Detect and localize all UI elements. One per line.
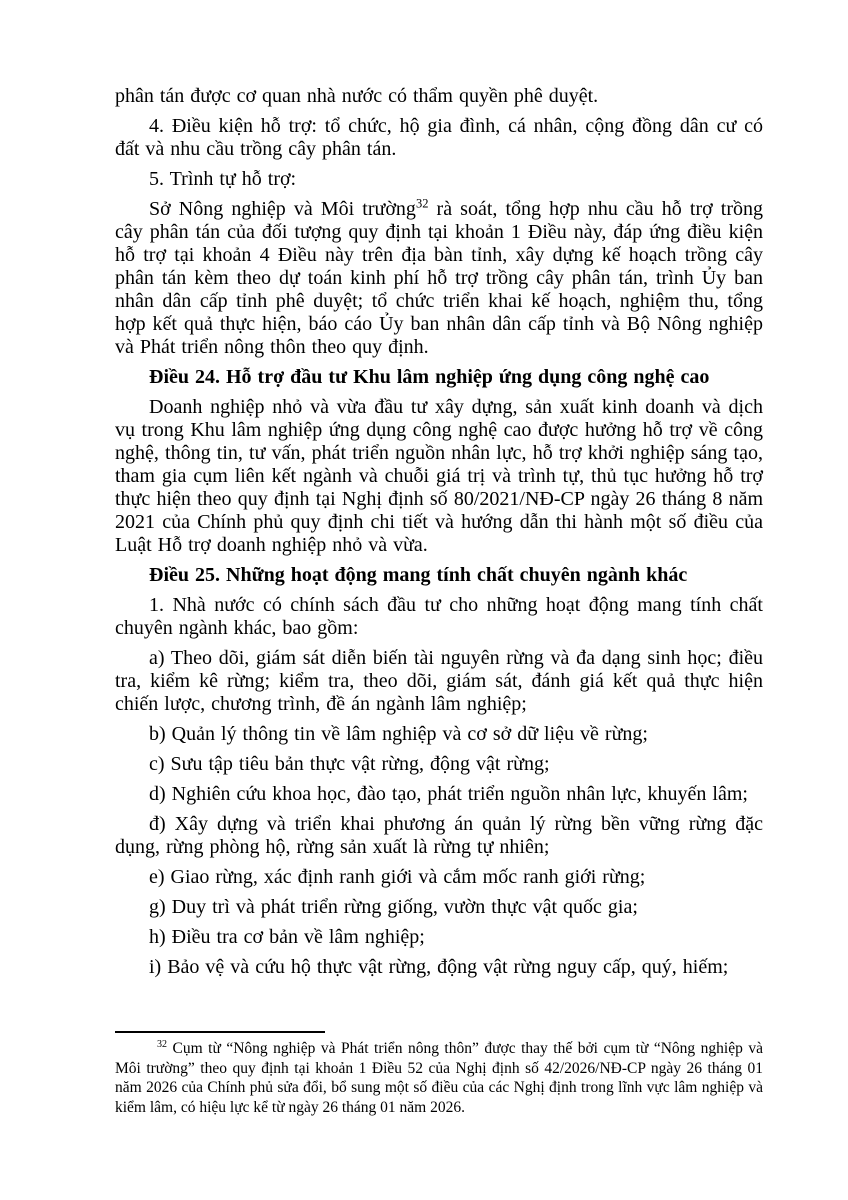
list-item-g: g) Duy trì và phát triển rừng giống, vườn thực vật quốc gia; (149, 896, 638, 918)
list-item-h: h) Điều tra cơ bản về lâm nghiệp; (149, 926, 425, 948)
footnote-reference-32: 32 (415, 196, 429, 211)
list-item-b: b) Quản lý thông tin về lâm nghiệp và cơ sở dữ liệu về rừng; (149, 723, 648, 745)
article-25-heading: Điều 25. Những hoạt động mang tính chất chuyên ngành khác (149, 564, 688, 586)
footnote-32-text: Cụm từ “Nông nghiệp và Phát triển nông thôn” được thay thế bởi cụm từ “Nông nghiệp và Môi trường” theo quy định tại khoản 1 Điều 52 của Nghị định số 42/2026/NĐ-CP ngày 26 tháng 01 năm 2026 của Chính phủ sửa đổi, bổ sung một số điều của các Nghị định trong lĩnh vực lâm nghiệp và kiểm lâm, có hiệu lực kể từ ngày 26 tháng 01 năm 2026. (115, 1040, 763, 1116)
footnote-divider (115, 1031, 325, 1033)
paragraph-clause-4: 4. Điều kiện hỗ trợ: tổ chức, hộ gia đình, cá nhân, cộng đồng dân cư có đất và nhu cầu trồng cây phân tán. (115, 115, 763, 160)
list-item-d: d) Nghiên cứu khoa học, đào tạo, phát triển nguồn nhân lực, khuyến lâm; (149, 783, 748, 805)
paragraph-procedure (115, 198, 763, 359)
list-item-e: e) Giao rừng, xác định ranh giới và cắm mốc ranh giới rừng; (149, 866, 646, 888)
article-25-clause-1: 1. Nhà nước có chính sách đầu tư cho những hoạt động mang tính chất chuyên ngành khác, bao gồm: (115, 594, 763, 639)
article-24-heading: Điều 24. Hỗ trợ đầu tư Khu lâm nghiệp ứng dụng công nghệ cao (149, 366, 710, 388)
footnote-section (115, 1031, 763, 1117)
page-text-block (115, 85, 763, 986)
footnote-32-number: 32 (157, 1038, 167, 1050)
article-24-body: Doanh nghiệp nhỏ và vừa đầu tư xây dựng, sản xuất kinh doanh và dịch vụ trong Khu lâm nghiệp ứng dụng công nghệ cao được hưởng hỗ trợ về công nghệ, thông tin, tư vấn, phát triển nguồn nhân lực, hỗ trợ khởi nghiệp sáng tạo, tham gia cụm liên kết ngành và chuỗi giá trị và trình tự, thủ tục hưởng hỗ trợ thực hiện theo quy định tại Nghị định số 80/2021/NĐ-CP ngày 26 tháng 8 năm 2021 của Chính phủ quy định chi tiết và hướng dẫn thi hành một số điều của Luật Hỗ trợ doanh nghiệp nhỏ và vừa. (115, 396, 763, 556)
list-item-a: a) Theo dõi, giám sát diễn biến tài nguyên rừng và đa dạng sinh học; điều tra, kiểm kê rừng; kiểm tra, theo dõi, giám sát, đánh giá kết quả thực hiện chiến lược, chương trình, đề án ngành lâm nghiệp; (115, 647, 763, 715)
list-item-c: c) Sưu tập tiêu bản thực vật rừng, động vật rừng; (149, 753, 550, 775)
paragraph-procedure-text-post: rà soát, tổng hợp nhu cầu hỗ trợ trồng cây phân tán của đối tượng quy định tại khoản 1 Điều này, đáp ứng điều kiện hỗ trợ tại khoản 4 Điều này trên địa bàn tỉnh, xây dựng kế hoạch trồng cây phân tán kèm theo dự toán kinh phí hỗ trợ trồng cây phân tán, trình Ủy ban nhân dân cấp tỉnh phê duyệt; tổ chức triển khai kế hoạch, nghiệm thu, tổng hợp kết quả thực hiện, báo cáo Ủy ban nhân dân cấp tỉnh và Bộ Nông nghiệp và Phát triển nông thôn theo quy định. (115, 198, 763, 358)
paragraph-procedure-text-pre: Sở Nông nghiệp và Môi trường (149, 198, 416, 220)
footnote-32 (115, 1039, 763, 1117)
list-item-i: i) Bảo vệ và cứu hộ thực vật rừng, động vật rừng nguy cấp, quý, hiếm; (149, 956, 729, 978)
list-item-dd: đ) Xây dựng và triển khai phương án quản lý rừng bền vững rừng đặc dụng, rừng phòng hộ, rừng sản xuất là rừng tự nhiên; (115, 813, 763, 858)
paragraph-clause-5: 5. Trình tự hỗ trợ: (149, 168, 297, 190)
paragraph-continuation: phân tán được cơ quan nhà nước có thẩm quyền phê duyệt. (115, 85, 599, 107)
